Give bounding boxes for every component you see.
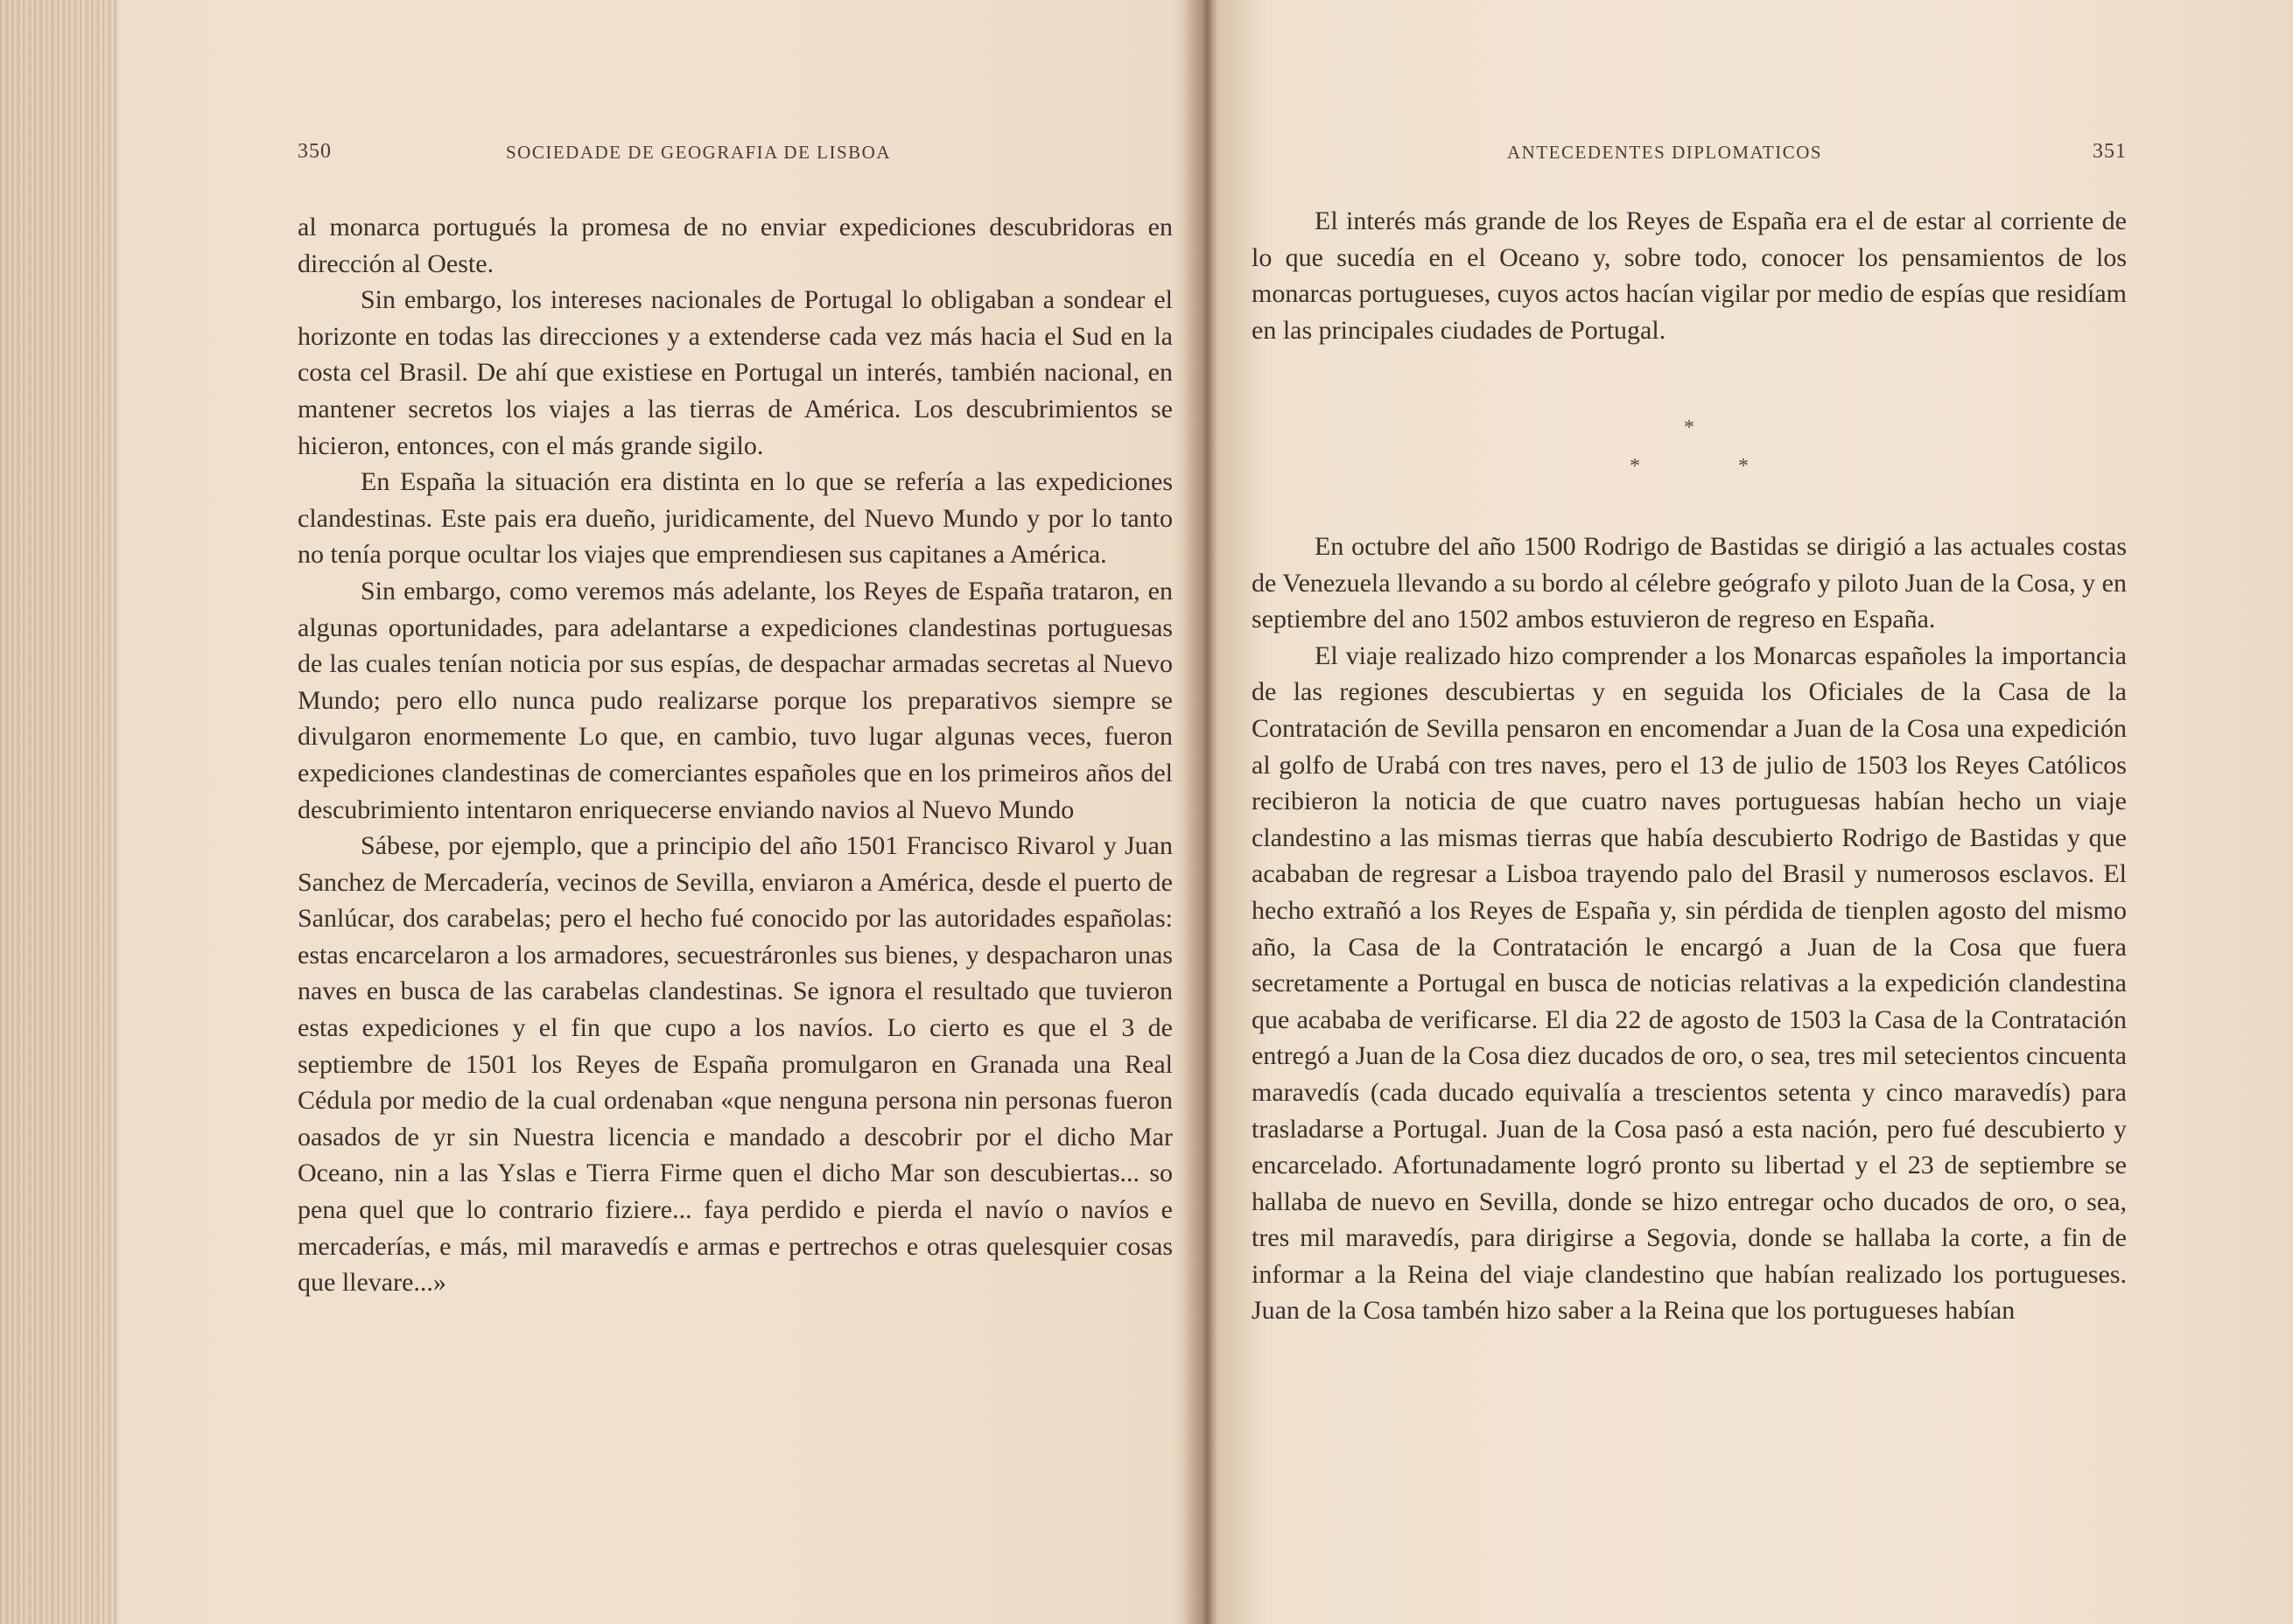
paragraph: Sin embargo, como veremos más adelante, los Reyes de España trataron, en algunas oportunidades, para adelantarse a expediciones clandestinas portuguesas de las cuales tenían noticia por sus espías, de despachar armadas secretas al Nuevo Mundo; pero ello nunca pudo realizarse porque los preparativos siempre se divulgaron enormemente Lo que, en cambio, tuvo lugar algunas veces, fueron expediciones clandestinas de comerciantes españoles que en los primeiros años del descubrimiento intentaron enriquecerse enviando navios al Nuevo Mundo [298, 576, 1173, 824]
paragraph: El viaje realizado hizo comprender a los Monarcas españoles la importancia de las regiones descubiertas y en seguida los Oficiales de la Casa de la Contratación de Sevilla pensaron en encomendar a Juan de la Cosa una expedición al golfo de Urabá con tres naves, pero el 13 de julio de 1503 los Reyes Católicos recibieron la noticia de que cuatro naves portuguesas habían hecho un viaje clandestino a las mismas tierras que había descubierto Rodrigo de Bastidas y que acababan de regresar a Lisboa trayendo palo del Brasil y numerosos esclavos. El hecho extrañó a los Reyes de España y, sin pérdida de tienplen agosto del mismo año, la Casa de la Contratación le encargó a Juan de la Cosa que fuera secretamente a Portugal en busca de noticias relativas a la expedición clandestina que acababa de verificarse. El dia 22 de agosto de 1503 la Casa de la Contratación entregó a Juan de la Cosa diez ducados de oro, o sea, tres mil setecientos cincuenta maravedís (cada ducado equivalía a trescientos setenta y cinco maravedís) para trasladarse a Portugal. Juan de la Cosa pasó a esta nación, pero fué descubierto y encarcelado. Afortunadamente logró pronto su libertad y el 23 de septiembre se hallaba de nuevo en Sevilla, donde se hizo entregar ocho ducados de oro, o sea, tres mil maravedís, para dirigirse a Segovia, donde se hallaba la corte, a fin de informar a la Reina del viaje clandestino que habían realizado los portugueses. Juan de la Cosa tambén hizo saber a la Reina que los portugueses habían [1252, 640, 2127, 1326]
left-running-head: SOCIEDADE DE GEOGRAFIA DE LISBOA [506, 142, 891, 163]
paragraph: Sábese, por ejemplo, que a principio del año 1501 Francisco Rivarol y Juan Sanchez de Mercadería, vecinos de Sevilla, enviaron a América, desde el puerto de Sanlúcar, dos carabelas; pero el hecho fué conocido por las autoridades españolas: estas encarcelaron a los armadores, secuestráronles sus bienes, y despacharon unas naves en busca de las carabelas clandestinas. Se ignora el resultado que tuvieron estas expediciones y el fin que cupo a los navíos. Lo cierto es que el 3 de septiembre de 1501 los Reyes de España promulgaron en Granada una Real Cédula por medio de la cual ordenaban «que nenguna persona nin personas fueron oasados de yr sin Nuestra licencia e mandado a descobrir por el dicho Mar Oceano, nin a las Yslas e Tierra Firme quen el dicho Mar son descubiertas... so pena quel que lo contrario fiziere... faya perdido e pierda el navío o navíos e mercaderías, e más, mil maravedís e armas e pertrechos e otras quelesquier cosas que llevare...» [298, 831, 1173, 1298]
right-page-body-top [1252, 203, 2127, 348]
page-edges [0, 0, 118, 1624]
paragraph: En España la situación era distinta en lo que se refería a las expediciones clandestinas. Este pais era dueño, juridicamente, del Nuevo Mundo y por lo tanto no tenía porque ocultar los viajes que emprendiesen sus capitanes a América. [298, 467, 1173, 570]
right-page-number: 351 [2093, 140, 2127, 163]
asterisk: * [1738, 455, 1749, 478]
left-page [298, 0, 1173, 1624]
right-page-header [1252, 140, 2127, 172]
section-asterism [1252, 416, 2127, 478]
asterisk: * [1630, 455, 1640, 478]
left-page-header [298, 140, 1173, 172]
right-page [1252, 0, 2127, 1624]
paragraph: El interés más grande de los Reyes de España era el de estar al corriente de lo que sucedía en el Oceano y, sobre todo, conocer los pensamientos de los monarcas portugueses, cuyos actos hacían vigilar por medio de espías que residíam en las principales ciudades de Portugal. [1252, 206, 2127, 345]
right-running-head: ANTECEDENTES DIPLOMATICOS [1507, 142, 1823, 163]
paragraph: al monarca portugués la promesa de no enviar expediciones descubridoras en dirección al Oeste. [298, 213, 1173, 278]
right-page-body-bottom [1252, 528, 2127, 1329]
paragraph: Sin embargo, los intereses nacionales de Portugal lo obligaban a sondear el horizonte en todas las direcciones y a extenderse cada vez más hacia el Sud en la costa cel Brasil. De ahí que existiese en Portugal un interés, también nacional, en mantener secretos los viajes a las tierras de América. Los descubrimientos se hicieron, entonces, con el más grande sigilo. [298, 285, 1173, 460]
left-page-number: 350 [298, 140, 332, 163]
paragraph: En octubre del año 1500 Rodrigo de Bastidas se dirigió a las actuales costas de Venezuela llevando a su bordo al célebre geógrafo y piloto Juan de la Cosa, y en septiembre del ano 1502 ambos estuvieron de regreso en España. [1252, 532, 2127, 634]
left-page-body [298, 209, 1173, 1301]
book-gutter [1183, 0, 1218, 1624]
asterisk: * [1684, 416, 1694, 439]
